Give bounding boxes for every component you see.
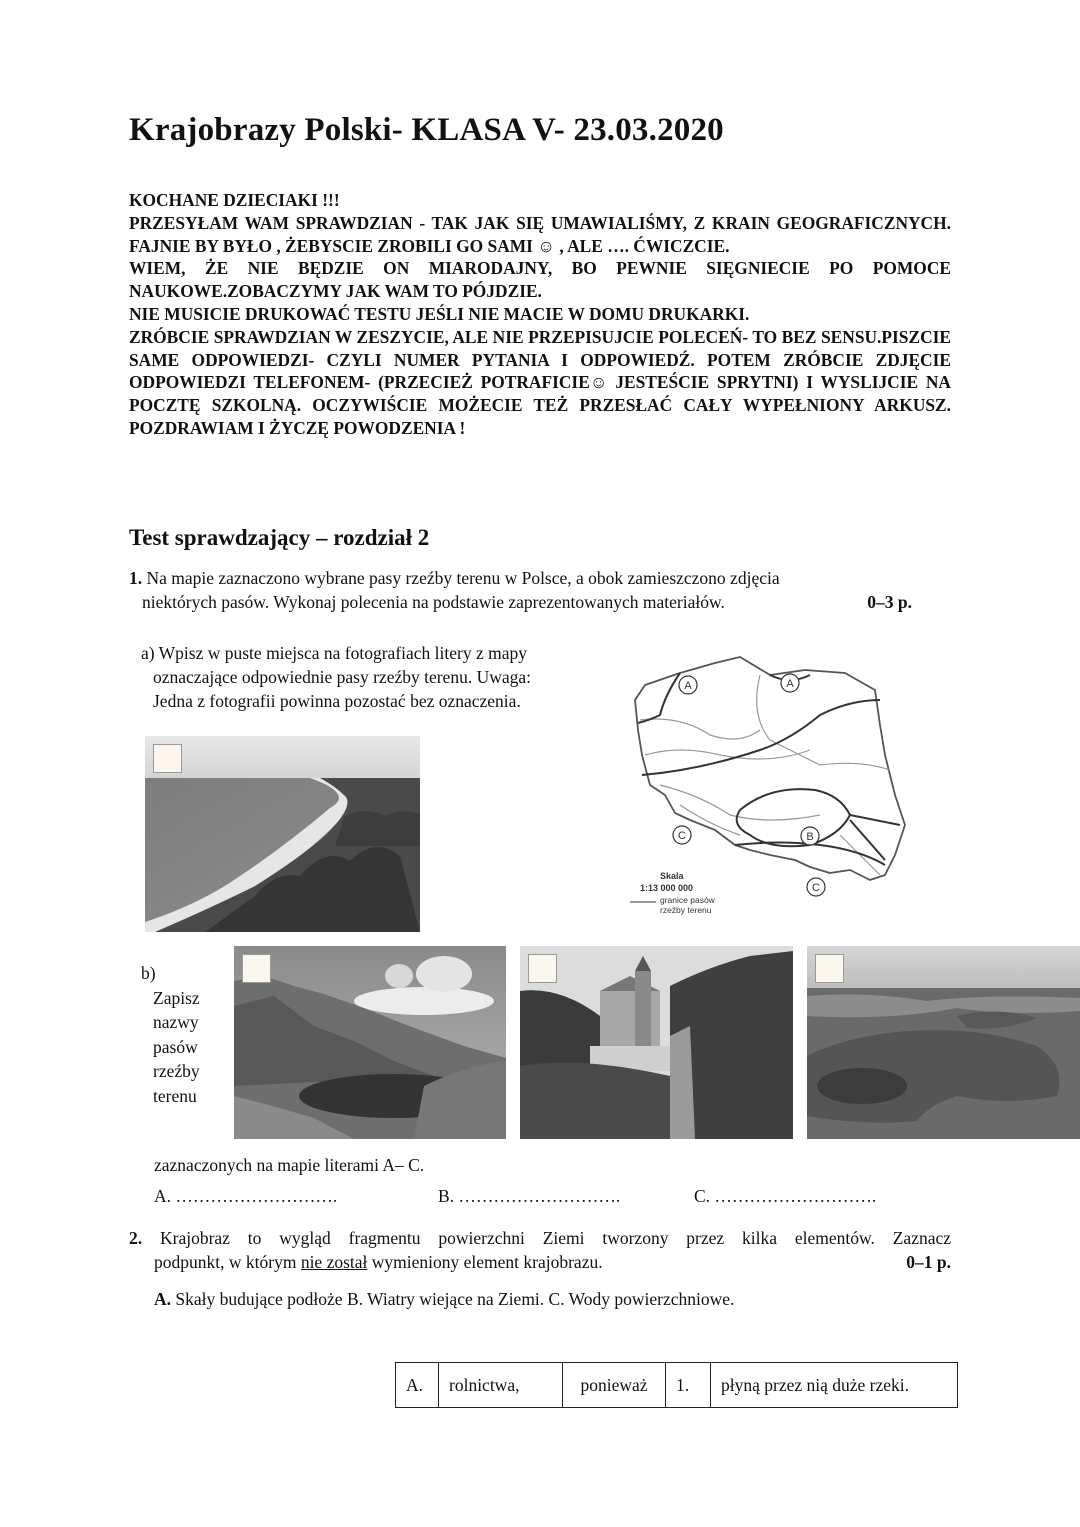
- question-1b-word: Zapisz: [153, 987, 200, 1008]
- question-1b-letter: b): [141, 963, 156, 983]
- table-cell: A.: [396, 1363, 439, 1408]
- table-cell: ponieważ: [563, 1363, 666, 1408]
- question-2-options: [129, 1287, 951, 1311]
- answer-table: [395, 1362, 958, 1408]
- map-label-c2: C: [812, 882, 820, 894]
- table-cell: 1.: [666, 1363, 711, 1408]
- question-2: [129, 1226, 951, 1311]
- question-1a-instructions: [141, 641, 601, 713]
- photo-mountains: [234, 946, 506, 1139]
- map-scale-title: Skala: [660, 871, 684, 881]
- question-2-text-line2: [154, 1250, 603, 1274]
- question-2-option-a-label[interactable]: A.: [154, 1289, 172, 1309]
- map-label-a2: A: [786, 678, 794, 690]
- lakes-photo-image: [807, 946, 1080, 1139]
- question-1-text-line1: Na mapie zaznaczono wybrane pasy rzeźby terenu w Polsce, a obok zamieszczono zdjęcia: [146, 568, 780, 588]
- question-2-points: 0–1 p.: [906, 1252, 951, 1272]
- question-1a-line1: a) Wpisz w puste miejsca na fotografiach litery z mapy: [141, 643, 527, 663]
- map-legend-line2: rzeźby terenu: [660, 905, 712, 915]
- intro-greeting: KOCHANE DZIECIAKI !!!: [129, 190, 340, 210]
- answer-box-photo-3[interactable]: [528, 954, 557, 983]
- answer-box-photo-2[interactable]: [242, 954, 271, 983]
- question-1-points: 0–3 p.: [867, 592, 912, 612]
- question-1b-word: rzeźby: [153, 1061, 200, 1081]
- question-1a-line2: oznaczające odpowiednie pasy rzeźby terenu. Uwaga:: [153, 667, 532, 687]
- intro-message: [129, 189, 951, 440]
- map-image: [620, 645, 915, 925]
- map-legend-line1: granice pasów: [660, 895, 715, 905]
- answer-box-photo-4[interactable]: [815, 954, 844, 983]
- question-1: [129, 566, 929, 614]
- question-2-text-pre: podpunkt, w którym: [154, 1252, 301, 1272]
- question-1a-line3: Jedna z fotografii powinna pozostać bez oznaczenia.: [153, 691, 521, 711]
- map-scale-value: 1:13 000 000: [640, 883, 694, 893]
- question-1b-word: pasów: [153, 1036, 198, 1057]
- question-1b-word: terenu: [153, 1085, 197, 1106]
- answer-line-a[interactable]: A. ……………………….: [154, 1186, 338, 1206]
- question-2-underlined: nie został: [300, 1252, 368, 1272]
- question-1-number: 1.: [129, 568, 143, 588]
- table-cell: płyną przez nią duże rzeki.: [711, 1363, 958, 1408]
- question-1b-label: [141, 961, 200, 1108]
- answer-line-b[interactable]: B. ……………………….: [438, 1186, 621, 1206]
- question-2-text-post: wymieniony element krajobrazu.: [367, 1252, 603, 1272]
- question-2-text-line1: Krajobraz to wygląd fragmentu powierzchni Ziemi tworzony przez kilka elementów. Zaznacz: [159, 1228, 952, 1248]
- table-cell: rolnictwa,: [439, 1363, 563, 1408]
- question-2-options-text[interactable]: Skały budujące podłoże B. Wiatry wiejące na Ziemi. C. Wody powierzchniowe.: [171, 1289, 735, 1309]
- coast-photo-image: [145, 736, 420, 932]
- page-title: Krajobrazy Polski- KLASA V- 23.03.2020: [129, 112, 724, 148]
- intro-paragraph-4: ZRÓBCIE SPRAWDZIAN W ZESZYCIE, ALE NIE PRZEPISUJCIE POLECEŃ- TO BEZ SENSU.PISZCIE SAME ODPOWIEDZI- CZYLI NUMER PYTANIA I ODPOWIEDŹ. POTEM ZRÓBCIE ZDJĘCIE ODPOWIEDZI TELEFONEM- (PRZECIEŻ POTRAFICIE☺ JESTEŚCIE SPRYTNI) I WYSLIJCIE NA POCZTĘ SZKOLNĄ. OCZYWIŚCIE MOŻECIE TEŻ PRZESŁAĆ CAŁY WYPEŁNIONY ARKUSZ. POZDRAWIAM I ŻYCZĘ POWODZENIA !: [129, 326, 951, 438]
- section-title: Test sprawdzający – rozdział 2: [129, 525, 430, 550]
- answer-box-photo-1[interactable]: [153, 744, 182, 773]
- map-label-c1: C: [678, 830, 686, 842]
- question-1b-tail: zaznaczonych na mapie literami A– C.: [154, 1155, 425, 1175]
- mountains-photo-image: [234, 946, 506, 1139]
- table-row: [396, 1363, 958, 1408]
- intro-paragraph-2: WIEM, ŻE NIE BĘDZIE ON MIARODAJNY, BO PEWNIE SIĘGNIECIE PO POMOCE NAUKOWE.ZOBACZYMY JAK WAM TO PÓJDZIE.: [129, 258, 951, 302]
- photo-lakes: [807, 946, 1080, 1139]
- intro-paragraph-3: NIE MUSICIE DRUKOWAĆ TESTU JEŚLI NIE MACIE W DOMU DRUKARKI.: [129, 303, 750, 324]
- map-label-b: B: [806, 831, 814, 843]
- photo-castle: [520, 946, 793, 1139]
- photo-coast: [145, 736, 420, 932]
- question-1-text-line2: niektórych pasów. Wykonaj polecenia na podstawie zaprezentowanych materiałów.: [142, 592, 725, 612]
- intro-paragraph-1: PRZESYŁAM WAM SPRAWDZIAN - TAK JAK SIĘ UMAWIALIŚMY, Z KRAIN GEOGRAFICZNYCH. FAJNIE BY BYŁO , ŻEBYSCIE ZROBILI GO SAMI ☺ , ALE …. ĆWICZCIE.: [129, 212, 951, 256]
- castle-photo-image: [520, 946, 793, 1139]
- map-label-a1: A: [684, 680, 692, 692]
- question-1b-word: nazwy: [153, 1012, 199, 1032]
- question-2-number: 2.: [129, 1228, 143, 1248]
- answer-line-c[interactable]: C. ……………………….: [694, 1186, 877, 1206]
- poland-relief-map: [620, 645, 915, 925]
